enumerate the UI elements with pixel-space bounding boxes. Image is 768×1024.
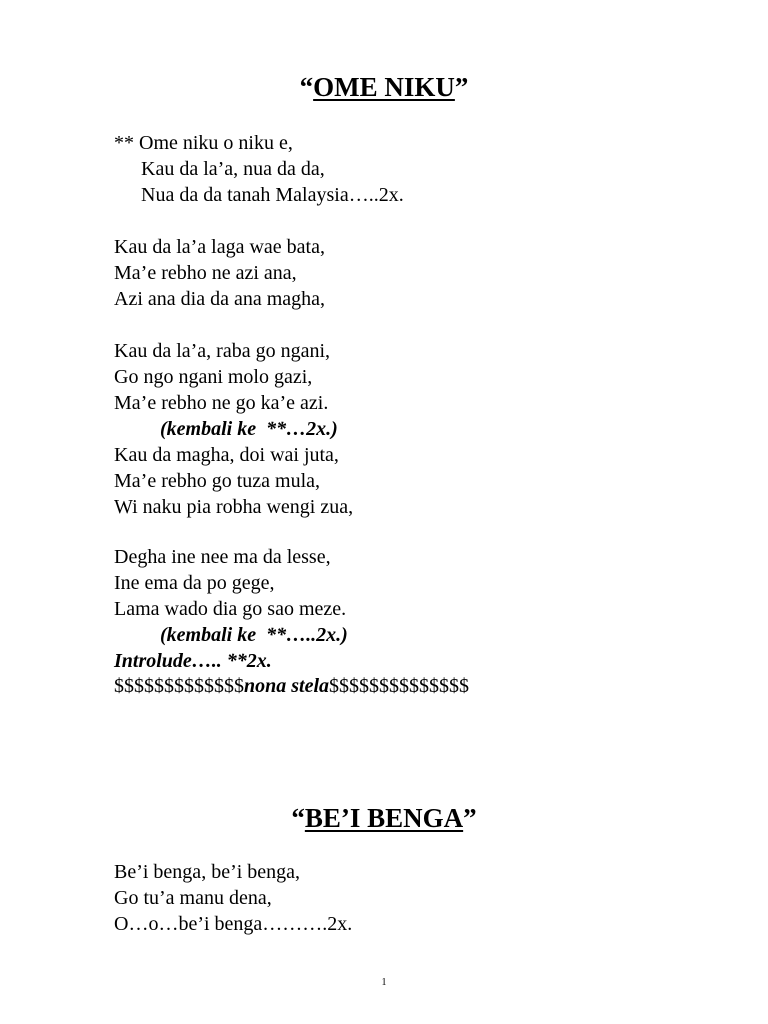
- interlude-instruction: Introlude….. **2x.: [114, 650, 272, 672]
- lyric-line: Ma’e rebho ne go ka’e azi.: [114, 392, 329, 414]
- lyric-line: Degha ine nee ma da lesse,: [114, 546, 331, 568]
- lyric-line: ** Ome niku o niku e,: [114, 132, 293, 154]
- song-title-ome-niku: [0, 74, 768, 101]
- dollar-run-left: $$$$$$$$$$$$$: [114, 675, 244, 697]
- lyric-line: Kau da la’a laga wae bata,: [114, 236, 325, 258]
- lyric-line: Kau da la’a, raba go ngani,: [114, 340, 331, 362]
- title-text: OME NIKU: [313, 72, 455, 102]
- lyric-line: Be’i benga, be’i benga,: [114, 861, 301, 883]
- title-open-quote: “: [291, 803, 305, 833]
- title-text: BE’I BENGA: [304, 803, 464, 833]
- dollar-separator: [114, 676, 469, 696]
- lyric-line: Go ngo ngani molo gazi,: [114, 366, 313, 388]
- lyric-line: Ma’e rebho go tuza mula,: [114, 470, 321, 492]
- lyric-line: Ma’e rebho ne azi ana,: [114, 262, 297, 284]
- lyric-line: Nua da da tanah Malaysia…..2x.: [141, 184, 404, 206]
- separator-name: nona stela: [244, 675, 330, 697]
- lyric-line: Kau da la’a, nua da da,: [141, 158, 325, 180]
- lyric-line: Azi ana dia da ana magha,: [114, 288, 326, 310]
- lyric-line: Kau da magha, doi wai juta,: [114, 444, 339, 466]
- page-number: 1: [381, 977, 387, 988]
- dollar-run-right: $$$$$$$$$$$$$$: [329, 675, 470, 697]
- song-title-bei-benga: [0, 805, 768, 832]
- title-close-quote: ”: [463, 803, 477, 833]
- title-open-quote: “: [299, 72, 314, 102]
- lyric-line: Go tu’a manu dena,: [114, 887, 272, 909]
- title-close-quote: ”: [454, 72, 469, 102]
- lyric-line: Ine ema da po gege,: [114, 572, 275, 594]
- lyric-line: O…o…be’i benga……….2x.: [114, 913, 353, 935]
- repeat-instruction: (kembali ke **…..2x.): [160, 624, 348, 646]
- lyric-line: Wi naku pia robha wengi zua,: [114, 496, 354, 518]
- repeat-instruction: (kembali ke **…2x.): [160, 418, 338, 440]
- lyric-line: Lama wado dia go sao meze.: [114, 598, 347, 620]
